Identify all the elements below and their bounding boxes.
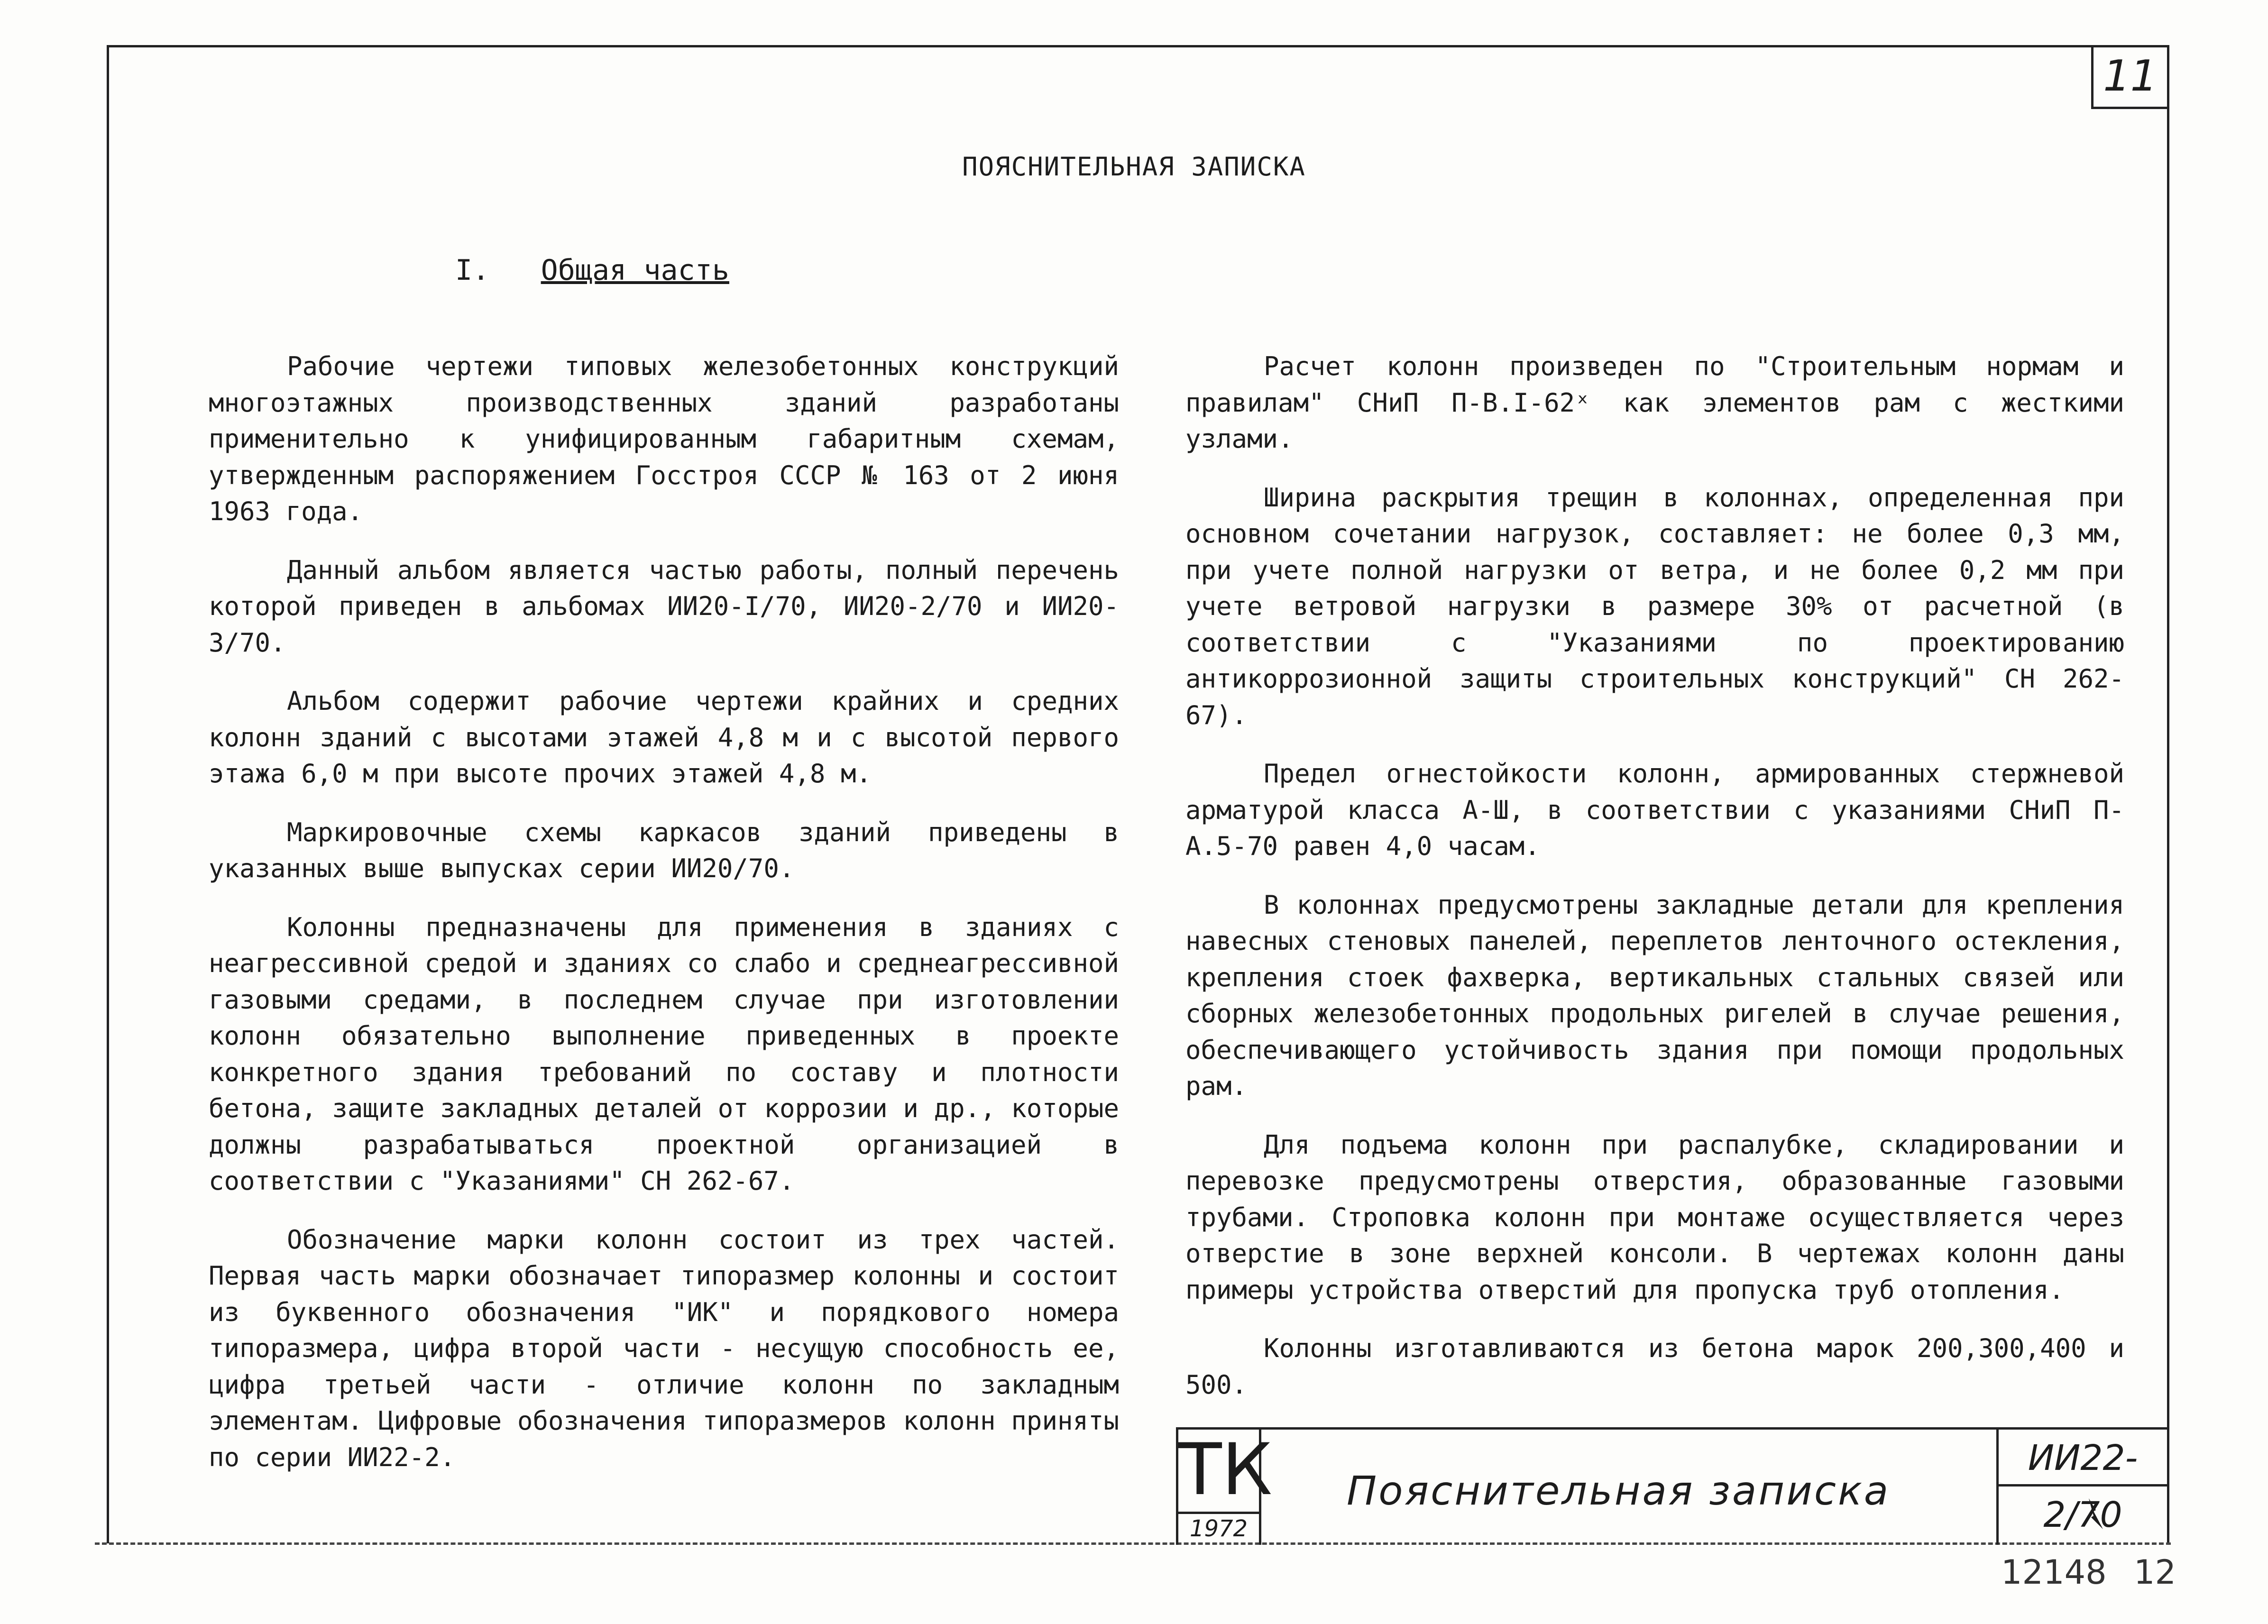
paragraph: Обозначение марки колонн состоит из трех частей. Первая часть марки обозначает типоразмер колонны и состоит из буквенного обозначения "ИК" и порядкового номера типоразмера, цифра второй части - несущую способность ее, цифра третьей части - отличие колонн по закладным элементам. Цифровые обозначения типоразмеров колонн приняты по серии ИИ22-2. bbox=[209, 1224, 1119, 1472]
paragraph: Предел огнестойкости колонн, армированных стержневой арматурой класса А-Ш, в соответствии с указаниями СНиП П-А.5-70 равен 4,0 часам. bbox=[1185, 759, 2124, 861]
paragraph: Расчет колонн произведен по "Строительным нормам и правилам" СНиП П-В.I-62ˣ как элементов рам с жесткими узлами. bbox=[1185, 351, 2124, 454]
title-block-stamp bbox=[1176, 1427, 2167, 1545]
series-code-box bbox=[1996, 1430, 2167, 1545]
archive-number: 12148 bbox=[2001, 1553, 2107, 1592]
stamp-document-name: Пояснительная записка bbox=[1347, 1468, 1891, 1514]
section-number: I. bbox=[455, 254, 490, 287]
signature-mark-icon bbox=[2079, 1496, 2108, 1534]
document-title: ПОЯСНИТЕЛЬНАЯ ЗАПИСКА bbox=[962, 152, 1306, 182]
right-text-column bbox=[1185, 349, 2124, 1425]
paragraph: Ширина раскрытия трещин в колоннах, определенная при основном сочетании нагрузок, составляет: не более 0,3 мм, при учете полной нагрузки от ветра, и не более 0,2 мм при учете ветровой нагрузки в размере 30% от расчетной (в соответствии с "Указаниями по проектированию антикоррозионной защиты строительных конструкций" СН 262-67). bbox=[1185, 482, 2124, 730]
paragraph: Данный альбом является частью работы, полный перечень которой приведен в альбомах ИИ20-I/70, ИИ20-2/70 и ИИ20-3/70. bbox=[209, 555, 1119, 658]
organization-mark-box bbox=[1176, 1429, 1273, 1545]
section-heading bbox=[455, 254, 729, 287]
paragraph: Рабочие чертежи типовых железобетонных конструкций многоэтажных производственных зданий разработаны применительно к унифицированным габаритным схемам, утвержденным распоряжением Госстроя СССР № 163 от 2 июня 1963 года. bbox=[209, 351, 1119, 526]
paragraph: Колонны предназначены для применения в зданиях с неагрессивной средой и зданиях со слабо и среднеагрессивной газовыми средами, в последнем случае при изготовлении колонн обязательно выполнение приведенных в проекте конкретного здания требований по составу и плотности бетона, защите закладных деталей от коррозии и др., которые должны разрабатываться проектной организацией в соответствии с "Указаниями" СН 262-67. bbox=[209, 912, 1119, 1196]
page-number: 11 bbox=[2091, 45, 2167, 109]
paragraph: В колоннах предусмотрены закладные детали для крепления навесных стеновых панелей, переплетов ленточного остекления, крепления стоек фахверка, вертикальных стальных связей или сборных железобетонных продольных ригелей в случае решения, обеспечивающего устойчивость здания при помощи продольных рам. bbox=[1185, 890, 2124, 1101]
organization-mark: ТК bbox=[1178, 1429, 1273, 1511]
series-code: ИИ22-2/70 bbox=[1999, 1430, 2167, 1486]
left-text-column bbox=[209, 349, 1119, 1498]
paragraph: Для подъема колонн при распалубке, складировании и перевозке предусмотрены отверстия, образованные газовыми трубами. Строповка колонн при монтаже осуществляется через отверстие в зоне верхней консоли. В чертежах колонн даны примеры устройства отверстий для пропуска труб отопления. bbox=[1185, 1129, 2124, 1305]
paragraph: Маркировочные схемы каркасов зданий приведены в указанных выше выпусках серии ИИ20/70. bbox=[209, 817, 1119, 883]
paragraph: Альбом содержит рабочие чертежи крайних и средних колонн зданий с высотами этажей 4,8 м и с высотой первого этажа 6,0 м при высоте прочих этажей 4,8 м. bbox=[209, 686, 1119, 789]
paragraph: Колонны изготавливаются из бетона марок 200,300,400 и 500. bbox=[1185, 1333, 2124, 1400]
section-title: Общая часть bbox=[541, 254, 729, 287]
stamp-year: 1972 bbox=[1178, 1512, 1259, 1545]
sheet-number: 12 bbox=[2134, 1553, 2176, 1592]
